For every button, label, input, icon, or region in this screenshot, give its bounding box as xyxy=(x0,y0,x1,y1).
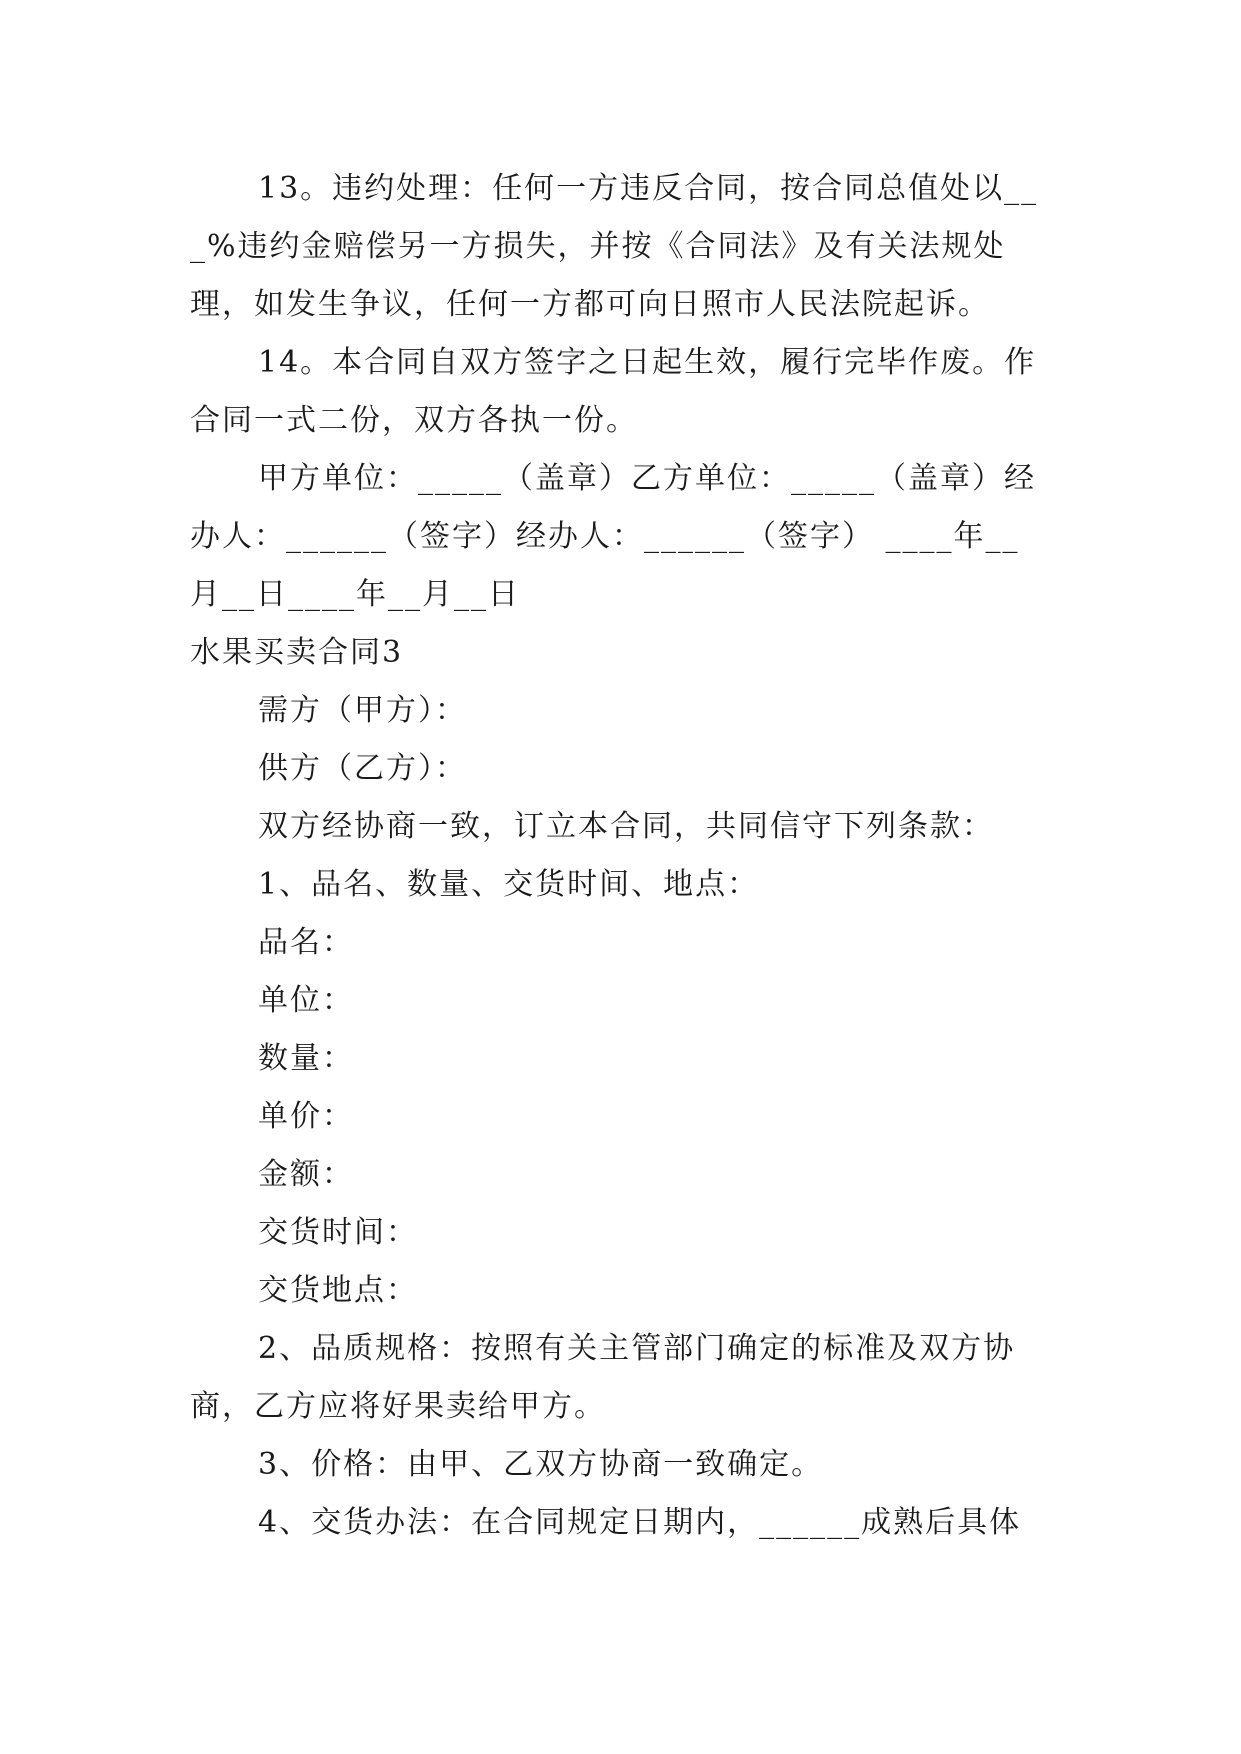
signature-block: 甲方单位：_____（盖章）乙方单位：_____（盖章）经办人：______（签字）经办人：______（签字） ____年__月__日____年__月__日 xyxy=(190,461,1036,612)
field-amount: 金额： xyxy=(258,1157,354,1192)
buyer-party: 需方（甲方）： xyxy=(258,693,467,728)
clause-4-delivery: 4、交货办法：在合同规定日期内，______成熟后具体 xyxy=(258,1505,1022,1540)
section-title: 水果买卖合同3 xyxy=(190,635,404,670)
field-unit: 单位： xyxy=(258,983,354,1018)
clause-14-effective: 14。本合同自双方签字之日起生效，履行完毕作废。作合同一式二份，双方各执一份。 xyxy=(190,345,1037,438)
document-body xyxy=(190,160,1050,1552)
clause-2-quality: 2、品质规格：按照有关主管部门确定的标准及双方协商，乙方应将好果卖给甲方。 xyxy=(190,1331,1016,1424)
clause-3-price: 3、价格：由甲、乙双方协商一致确定。 xyxy=(258,1447,824,1482)
field-product-name: 品名： xyxy=(258,925,354,960)
seller-party: 供方（乙方）： xyxy=(258,751,467,786)
clause-1-heading: 1、品名、数量、交货时间、地点： xyxy=(258,867,760,902)
agreement-intro: 双方经协商一致，订立本合同，共同信守下列条款： xyxy=(258,809,994,844)
field-quantity: 数量： xyxy=(258,1041,354,1076)
field-unit-price: 单价： xyxy=(258,1099,354,1134)
field-delivery-place: 交货地点： xyxy=(258,1273,418,1308)
clause-13-breach: 13。违约处理：任何一方违反合同，按合同总值处以___%违约金赔偿另一方损失，并按《合同法》及有关法规处理，如发生争议，任何一方都可向日照市人民法院起诉。 xyxy=(190,171,1039,322)
field-delivery-time: 交货时间： xyxy=(258,1215,418,1250)
